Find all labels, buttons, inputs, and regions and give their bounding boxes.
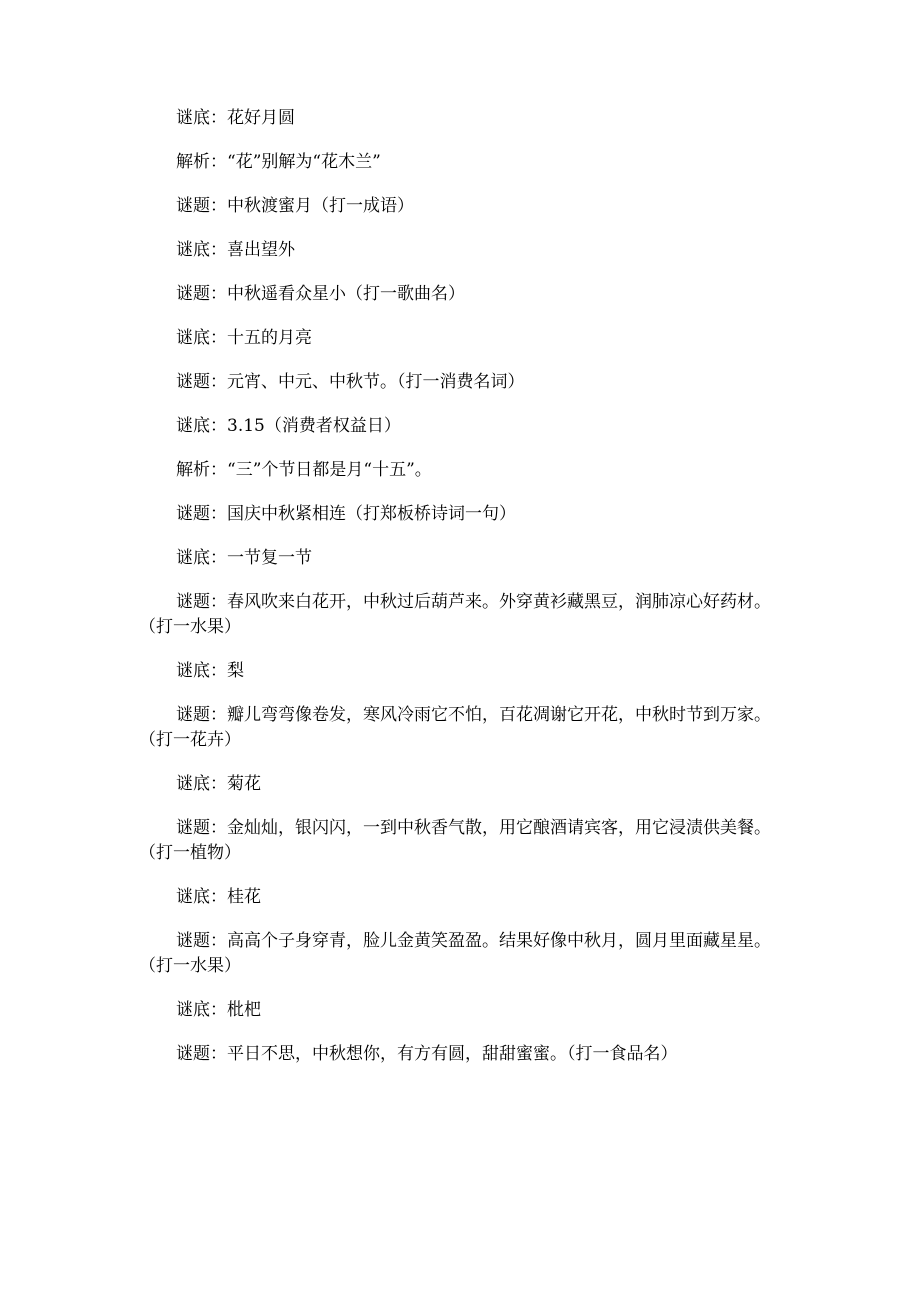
answer-line: 谜底：梨 — [176, 661, 244, 681]
answer-line: 谜底：菊花 — [176, 774, 261, 794]
riddle-line: 谜题：瓣儿弯弯像卷发，寒风冷雨它不怕，百花凋谢它开花，中秋时节到万家。（打一花卉） — [139, 705, 771, 750]
riddle-line: 谜题：春风吹来白花开，中秋过后葫芦来。外穿黄衫藏黑豆，润肺凉心好药材。（打一水果） — [139, 592, 771, 637]
riddle-line: 谜题：国庆中秋紧相连（打郑板桥诗词一句） — [176, 504, 516, 524]
riddle-line: 谜题：中秋渡蜜月（打一成语） — [176, 196, 414, 216]
answer-line: 谜底：花好月圆 — [176, 108, 295, 128]
explanation-line: 解析：“三”个节日都是月“十五”。 — [176, 460, 432, 480]
answer-line: 谜底：喜出望外 — [176, 240, 295, 260]
explanation-line: 解析：“花”别解为“花木兰” — [176, 152, 381, 172]
riddle-line: 谜题：元宵、中元、中秋节。（打一消费名词） — [176, 372, 525, 392]
answer-line: 谜底：十五的月亮 — [176, 328, 312, 348]
answer-line: 谜底：枇杷 — [176, 1000, 261, 1020]
answer-line: 谜底：3.15（消费者权益日） — [176, 416, 401, 436]
riddle-line: 谜题：高高个子身穿青，脸儿金黄笑盈盈。结果好像中秋月，圆月里面藏星星。（打一水果） — [139, 931, 771, 976]
riddle-line: 谜题：平日不思，中秋想你，有方有圆，甜甜蜜蜜。（打一食品名） — [176, 1044, 678, 1064]
answer-line: 谜底：一节复一节 — [176, 548, 312, 568]
riddle-line: 谜题：金灿灿，银闪闪，一到中秋香气散，用它酿酒请宾客，用它浸渍供美餐。（打一植物） — [139, 818, 771, 863]
answer-line: 谜底：桂花 — [176, 887, 261, 907]
riddle-line: 谜题：中秋遥看众星小（打一歌曲名） — [176, 284, 465, 304]
document-body — [139, 106, 779, 1086]
